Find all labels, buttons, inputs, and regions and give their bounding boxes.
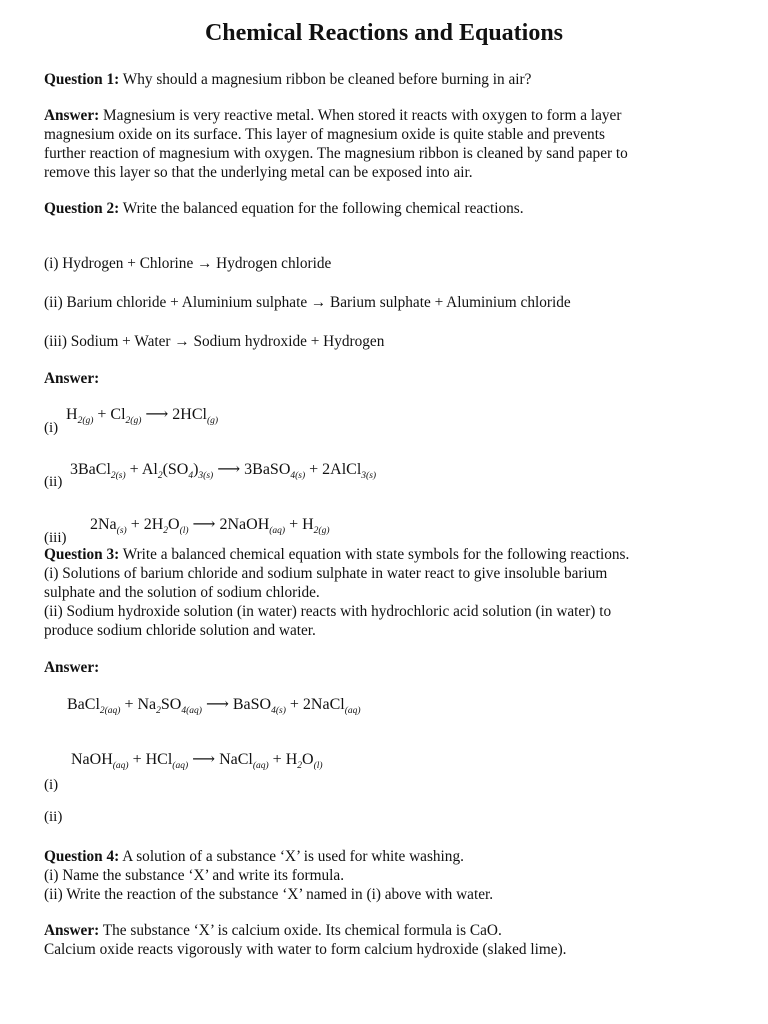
eq4-part: BaCl xyxy=(67,696,100,713)
eq3-sub: (l) xyxy=(179,526,189,536)
answer-3-label xyxy=(44,658,99,677)
eq2-sub: 4 xyxy=(188,471,194,481)
eq4-sub: 2 xyxy=(156,706,161,716)
question-1-text: Why should a magnesium ribbon be cleaned before burning in air? xyxy=(119,71,532,88)
answer-4-text: The substance ‘X’ is calcium oxide. Its chemical formula is CaO. xyxy=(99,922,502,939)
eq1-sub: (g) xyxy=(206,416,219,426)
eq2-part: (SO xyxy=(162,461,189,478)
answer-1-line-1 xyxy=(44,106,621,125)
eq3-sub: (s) xyxy=(116,526,127,536)
eq2-part: ) xyxy=(193,461,199,478)
eq5-sub: (aq) xyxy=(112,761,129,771)
question-2-item-3: (iii) Sodium + Water → Sodium hydroxide + Hydrogen xyxy=(44,333,385,350)
eq4-part: + Na xyxy=(120,696,157,713)
eq1-sub: 2(g) xyxy=(125,416,142,426)
eq4-sub: 4(s) xyxy=(271,706,286,716)
eq3-sub: (aq) xyxy=(269,526,286,536)
question-4-line-1: (i) Name the substance ‘X’ and write its formula. xyxy=(44,867,345,884)
eq5-sub: (l) xyxy=(313,761,323,771)
eq3-part: ⟶ 2NaOH xyxy=(188,516,270,533)
question-4-text: A solution of a substance ‘X’ is used for white washing. xyxy=(119,848,464,865)
eq2-sub: 3(s) xyxy=(361,471,377,481)
answer-3-marker-2: (ii) xyxy=(44,809,63,825)
answer-4 xyxy=(44,921,502,940)
equation-3-marker: (iii) xyxy=(44,530,67,546)
question-2-item-1: (i) Hydrogen + Chlorine → Hydrogen chloride xyxy=(44,255,332,272)
question-3-line-2: sulphate and the solution of sodium chloride. xyxy=(44,584,320,601)
equation-4 xyxy=(67,694,361,716)
eq1-part: ⟶ 2HCl xyxy=(141,406,207,423)
question-3-label: Question 3: xyxy=(44,546,120,563)
question-3-line-4: produce sodium chloride solution and water. xyxy=(44,622,316,639)
equation-1 xyxy=(66,404,218,426)
eq2-sub: 3(s) xyxy=(198,471,214,481)
eq5-part: + H xyxy=(268,751,298,768)
answer-4-line-2: Calcium oxide reacts vigorously with water to form calcium hydroxide (slaked lime). xyxy=(44,941,567,958)
answer-1-line-4: remove this layer so that the underlying metal can be exposed into air. xyxy=(44,164,473,181)
eq2-part: + Al xyxy=(125,461,158,478)
question-2-text: Write the balanced equation for the following chemical reactions. xyxy=(119,200,524,217)
question-3-text: Write a balanced chemical equation with state symbols for the following reactions. xyxy=(119,546,630,563)
eq4-sub: 2(aq) xyxy=(99,706,121,716)
answer-2-label-text: Answer: xyxy=(44,370,100,387)
eq2-sub: 2(s) xyxy=(110,471,126,481)
eq5-sub: 2 xyxy=(297,761,302,771)
answer-3-marker-1: (i) xyxy=(44,777,59,793)
question-2-label: Question 2: xyxy=(44,200,120,217)
equation-2 xyxy=(70,459,376,481)
eq2-part: 3BaCl xyxy=(70,461,111,478)
eq4-sub: (aq) xyxy=(344,706,361,716)
eq3-part: + 2H xyxy=(126,516,164,533)
equation-1-marker: (i) xyxy=(44,420,59,436)
page-title: Chemical Reactions and Equations xyxy=(204,20,564,46)
eq5-sub: (aq) xyxy=(172,761,189,771)
eq2-part: + 2AlCl xyxy=(305,461,362,478)
eq3-part: + H xyxy=(285,516,314,533)
equation-5 xyxy=(71,749,323,771)
question-3-line-3: (ii) Sodium hydroxide solution (in water) reacts with hydrochloric acid solution (in water) to xyxy=(44,603,612,620)
question-4 xyxy=(44,847,464,866)
eq2-sub: 4(s) xyxy=(290,471,306,481)
question-4-label: Question 4: xyxy=(44,848,120,865)
eq4-part: ⟶ BaSO xyxy=(201,696,272,713)
question-1 xyxy=(44,70,531,89)
answer-2-label xyxy=(44,369,99,388)
answer-1-line-3: further reaction of magnesium with oxygen. The magnesium ribbon is cleaned by sand paper to xyxy=(44,145,628,162)
eq4-sub: 4(aq) xyxy=(181,706,202,716)
eq5-part: O xyxy=(302,751,314,768)
answer-4-label: Answer: xyxy=(44,922,100,939)
eq3-part: 2Na xyxy=(90,516,117,533)
eq3-sub: 2(g) xyxy=(313,526,330,536)
question-1-label: Question 1: xyxy=(44,71,120,88)
eq5-part: + HCl xyxy=(128,751,173,768)
question-4-line-2: (ii) Write the reaction of the substance ‘X’ named in (i) above with water. xyxy=(44,886,494,903)
eq1-part: H xyxy=(66,406,78,423)
answer-1-line-2: magnesium oxide on its surface. This layer of magnesium oxide is quite stable and prevents xyxy=(44,126,605,143)
eq4-part: SO xyxy=(160,696,182,713)
eq1-sub: 2(g) xyxy=(77,416,94,426)
answer-3-label-text: Answer: xyxy=(44,659,100,676)
eq5-part: ⟶ NaCl xyxy=(188,751,253,768)
question-2-item-2: (ii) Barium chloride + Aluminium sulphate → Barium sulphate + Aluminium chloride xyxy=(44,294,571,311)
equation-2-marker: (ii) xyxy=(44,474,63,490)
eq2-part: ⟶ 3BaSO xyxy=(213,461,291,478)
eq4-part: + 2NaCl xyxy=(285,696,345,713)
eq3-part: O xyxy=(168,516,180,533)
eq2-sub: 2 xyxy=(157,471,163,481)
eq3-sub: 2 xyxy=(163,526,169,536)
eq5-sub: (aq) xyxy=(252,761,269,771)
eq1-part: + Cl xyxy=(93,406,126,423)
answer-1-label: Answer: xyxy=(44,107,100,124)
answer-1-text-1: Magnesium is very reactive metal. When stored it reacts with oxygen to form a layer xyxy=(99,107,622,124)
eq5-part: NaOH xyxy=(71,751,113,768)
question-2 xyxy=(44,199,524,218)
equation-3 xyxy=(90,514,329,536)
question-3-line-1: (i) Solutions of barium chloride and sodium sulphate in water react to give insoluble barium xyxy=(44,565,608,582)
question-3 xyxy=(44,545,629,564)
